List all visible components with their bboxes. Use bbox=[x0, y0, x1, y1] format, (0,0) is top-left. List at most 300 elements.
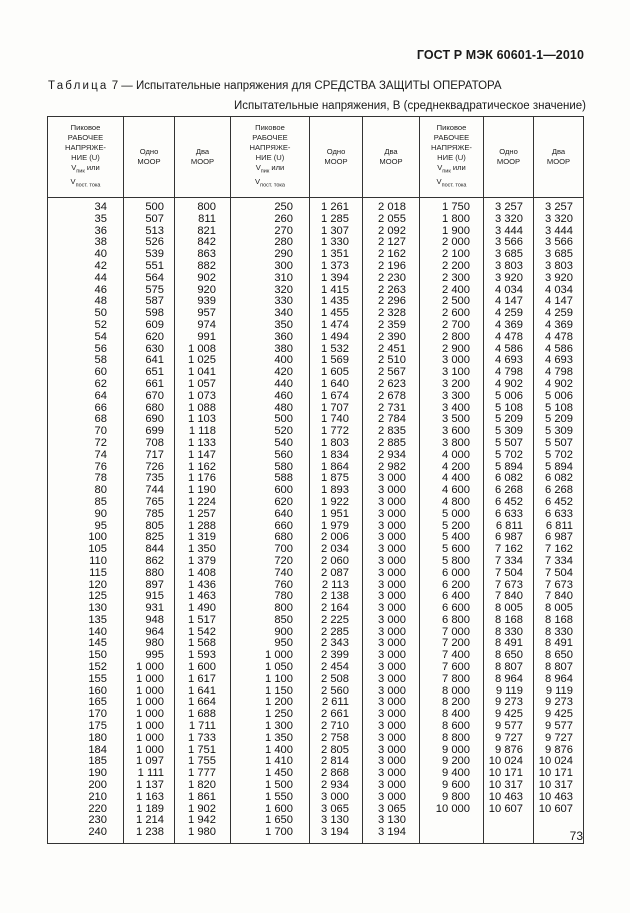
table-cell: 3 194 bbox=[363, 827, 420, 843]
table-cell: 3 566 bbox=[484, 237, 534, 249]
table-cell: 1 740 bbox=[310, 414, 363, 426]
table-cell: 200 bbox=[48, 780, 124, 792]
table-cell: 4 798 bbox=[534, 367, 584, 379]
table-cell: 2 060 bbox=[310, 556, 363, 568]
table-cell: 58 bbox=[48, 355, 124, 367]
table-cell: 3 685 bbox=[534, 249, 584, 261]
table-cell: 3 065 bbox=[310, 804, 363, 816]
table-cell: 3 000 bbox=[363, 627, 420, 639]
table-cell: 250 bbox=[231, 198, 310, 214]
table-cell: 3 000 bbox=[310, 792, 363, 804]
table-cell: 995 bbox=[124, 650, 175, 662]
table-cell: 95 bbox=[48, 521, 124, 533]
table-cell: 6 082 bbox=[484, 473, 534, 485]
table-cell: 3 000 bbox=[363, 485, 420, 497]
table-cell: 780 bbox=[231, 591, 310, 603]
table-cell: 680 bbox=[231, 532, 310, 544]
table-cell: 115 bbox=[48, 568, 124, 580]
table-cell: 1 800 bbox=[420, 214, 484, 226]
table-cell: 290 bbox=[231, 249, 310, 261]
table-cell: 4 259 bbox=[484, 308, 534, 320]
table-cell: 3 000 bbox=[363, 473, 420, 485]
table-cell: 7 600 bbox=[420, 662, 484, 674]
table-row bbox=[48, 320, 584, 332]
table-cell: 4 400 bbox=[420, 473, 484, 485]
table-cell: 9 273 bbox=[534, 697, 584, 709]
table-cell: 915 bbox=[124, 591, 175, 603]
table-cell: 1 000 bbox=[231, 650, 310, 662]
table-cell: 10 024 bbox=[484, 756, 534, 768]
table-cell: 8 964 bbox=[484, 674, 534, 686]
table-cell: 8 168 bbox=[534, 615, 584, 627]
table-cell: 9 425 bbox=[534, 709, 584, 721]
table-cell: 1 979 bbox=[310, 521, 363, 533]
table-cell: 76 bbox=[48, 462, 124, 474]
header-line: НИЕ (U) bbox=[71, 153, 100, 163]
table-cell: 1 000 bbox=[124, 709, 175, 721]
table-cell: 720 bbox=[231, 556, 310, 568]
table-cell: 300 bbox=[231, 261, 310, 273]
table-cell: 8 200 bbox=[420, 697, 484, 709]
table-cell: 1 137 bbox=[124, 780, 175, 792]
table-cell: 42 bbox=[48, 261, 124, 273]
table-cell: 3 000 bbox=[363, 686, 420, 698]
table-cell: 897 bbox=[124, 580, 175, 592]
table-cell: 10 607 bbox=[484, 804, 534, 816]
table-cell: 1 494 bbox=[310, 332, 363, 344]
table-cell: 1 000 bbox=[124, 686, 175, 698]
table-cell: 2 127 bbox=[363, 237, 420, 249]
table-cell: 500 bbox=[231, 414, 310, 426]
table-cell: 4 902 bbox=[484, 379, 534, 391]
table-cell: 480 bbox=[231, 403, 310, 415]
table-cell: 3 000 bbox=[363, 674, 420, 686]
table-row bbox=[48, 438, 584, 450]
header-line: MOOP bbox=[546, 157, 571, 166]
table-cell: 3 000 bbox=[363, 556, 420, 568]
table-cell: 3 400 bbox=[420, 403, 484, 415]
v-subscript: пик bbox=[260, 169, 270, 175]
table-cell: 575 bbox=[124, 285, 175, 297]
table-cell: 4 034 bbox=[534, 285, 584, 297]
table-cell: 9 876 bbox=[484, 745, 534, 757]
table-cell: 588 bbox=[231, 473, 310, 485]
table-cell: 5 600 bbox=[420, 544, 484, 556]
v-subscript: пост. тока bbox=[75, 182, 101, 189]
table-cell: 2 225 bbox=[310, 615, 363, 627]
table-cell: 1 257 bbox=[175, 509, 231, 521]
table-cell: 5 894 bbox=[484, 462, 534, 474]
col-header-two-moop bbox=[534, 117, 584, 198]
table-cell: 7 504 bbox=[484, 568, 534, 580]
table-cell: 7 673 bbox=[484, 580, 534, 592]
table-cell: 3 000 bbox=[363, 603, 420, 615]
table-cell: 1 200 bbox=[231, 697, 310, 709]
table-cell: 560 bbox=[231, 450, 310, 462]
table-cell: 2 164 bbox=[310, 603, 363, 615]
table-cell: 1 650 bbox=[231, 815, 310, 827]
table-cell: 10 024 bbox=[534, 756, 584, 768]
table-cell: 1 330 bbox=[310, 237, 363, 249]
header-line: НИЕ (U) bbox=[255, 153, 285, 163]
table-row bbox=[48, 792, 584, 804]
table-cell: 3 000 bbox=[363, 532, 420, 544]
table-cell: 52 bbox=[48, 320, 124, 332]
table-cell: 100 bbox=[48, 532, 124, 544]
table-row bbox=[48, 273, 584, 285]
table-cell: 360 bbox=[231, 332, 310, 344]
table-cell: 9 577 bbox=[534, 721, 584, 733]
table-cell: 651 bbox=[124, 367, 175, 379]
table-cell: 5 309 bbox=[534, 426, 584, 438]
table-cell: 670 bbox=[124, 391, 175, 403]
table-cell: 60 bbox=[48, 367, 124, 379]
table-cell: 1 285 bbox=[310, 214, 363, 226]
table-cell: 980 bbox=[124, 638, 175, 650]
table-cell: 420 bbox=[231, 367, 310, 379]
table-cell: 1 664 bbox=[175, 697, 231, 709]
table-cell: 717 bbox=[124, 450, 175, 462]
v-symbol: V bbox=[437, 163, 443, 173]
col-header-one-moop bbox=[484, 117, 534, 198]
table-cell: 6 200 bbox=[420, 580, 484, 592]
table-cell: 4 000 bbox=[420, 450, 484, 462]
table-cell: 2 560 bbox=[310, 686, 363, 698]
or-word: или bbox=[450, 163, 466, 173]
table-cell: 3 920 bbox=[484, 273, 534, 285]
table-cell: 7 162 bbox=[534, 544, 584, 556]
table-cell: 708 bbox=[124, 438, 175, 450]
table-cell: 902 bbox=[175, 273, 231, 285]
header-line: Одно bbox=[499, 147, 518, 156]
table-cell: 2 784 bbox=[363, 414, 420, 426]
table-cell: 1 176 bbox=[175, 473, 231, 485]
table-cell: 4 034 bbox=[484, 285, 534, 297]
table-cell: 3 444 bbox=[484, 226, 534, 238]
test-voltages-table bbox=[47, 116, 584, 844]
table-cell: 1 415 bbox=[310, 285, 363, 297]
table-cell: 105 bbox=[48, 544, 124, 556]
table-cell: 7 200 bbox=[420, 638, 484, 650]
table-cell: 950 bbox=[231, 638, 310, 650]
table-cell: 2 359 bbox=[363, 320, 420, 332]
table-cell: 957 bbox=[175, 308, 231, 320]
table-cell: 35 bbox=[48, 214, 124, 226]
table-cell: 580 bbox=[231, 462, 310, 474]
or-word: или bbox=[269, 163, 285, 173]
table-cell: 2 835 bbox=[363, 426, 420, 438]
table-cell: 6 633 bbox=[534, 509, 584, 521]
table-cell: 8 330 bbox=[484, 627, 534, 639]
table-cell: 1 008 bbox=[175, 344, 231, 356]
table-cell: 380 bbox=[231, 344, 310, 356]
header-line: MOOP bbox=[190, 157, 215, 166]
table-cell: 4 586 bbox=[484, 344, 534, 356]
v-symbol: V bbox=[70, 177, 76, 186]
table-cell: 3 000 bbox=[363, 509, 420, 521]
table-cell: 2 900 bbox=[420, 344, 484, 356]
table-cell: 1 617 bbox=[175, 674, 231, 686]
table-cell: 1 300 bbox=[231, 721, 310, 733]
table-cell: 1 600 bbox=[231, 804, 310, 816]
table-cell: 844 bbox=[124, 544, 175, 556]
table-cell: 539 bbox=[124, 249, 175, 261]
table-cell: 1 261 bbox=[310, 198, 363, 214]
table-cell: 175 bbox=[48, 721, 124, 733]
caption-text: 7 — Испытательные напряжения для СРЕДСТВА ЗАЩИТЫ ОПЕРАТОРА bbox=[108, 80, 502, 92]
table-cell: 160 bbox=[48, 686, 124, 698]
table-cell: 1 050 bbox=[231, 662, 310, 674]
table-cell: 85 bbox=[48, 497, 124, 509]
table-cell: 152 bbox=[48, 662, 124, 674]
table-cell: 8 168 bbox=[484, 615, 534, 627]
header-line: Два bbox=[195, 147, 210, 156]
table-cell: 2 399 bbox=[310, 650, 363, 662]
table-cell: 270 bbox=[231, 226, 310, 238]
table-cell: 8 000 bbox=[420, 686, 484, 698]
table-cell: 6 987 bbox=[534, 532, 584, 544]
table-cell: 4 200 bbox=[420, 462, 484, 474]
table-cell: 8 005 bbox=[484, 603, 534, 615]
col-header-peak-working-voltage bbox=[48, 117, 124, 198]
table-cell: 3 800 bbox=[420, 438, 484, 450]
table-cell: 7 673 bbox=[534, 580, 584, 592]
table-row bbox=[48, 733, 584, 745]
table-cell: 10 171 bbox=[484, 768, 534, 780]
table-cell: 1 517 bbox=[175, 615, 231, 627]
table-cell: 5 800 bbox=[420, 556, 484, 568]
table-cell: 4 369 bbox=[484, 320, 534, 332]
table-cell: 184 bbox=[48, 745, 124, 757]
table-cell: 2 400 bbox=[420, 285, 484, 297]
table-cell: 500 bbox=[124, 198, 175, 214]
table-cell: 1 688 bbox=[175, 709, 231, 721]
table-cell: 9 273 bbox=[484, 697, 534, 709]
table-cell: 70 bbox=[48, 426, 124, 438]
table-row bbox=[48, 556, 584, 568]
table-cell: 680 bbox=[124, 403, 175, 415]
header-line: РАБОЧЕЕ bbox=[67, 133, 104, 143]
table-cell: 1 605 bbox=[310, 367, 363, 379]
table-cell: 1 600 bbox=[175, 662, 231, 674]
header-line: MOOP bbox=[137, 157, 161, 166]
table-cell: 1 711 bbox=[175, 721, 231, 733]
header-line: Одно bbox=[139, 147, 159, 156]
table-cell: 2 390 bbox=[363, 332, 420, 344]
col-header-two-moop bbox=[363, 117, 420, 198]
table-cell: 1 436 bbox=[175, 580, 231, 592]
table-cell: 460 bbox=[231, 391, 310, 403]
table-cell: 3 257 bbox=[534, 198, 584, 214]
table-cell: 699 bbox=[124, 426, 175, 438]
table-cell: 564 bbox=[124, 273, 175, 285]
table-cell: 8 964 bbox=[534, 674, 584, 686]
table-cell: 1 379 bbox=[175, 556, 231, 568]
v-symbol: V bbox=[71, 163, 77, 173]
header-line: Два bbox=[551, 147, 566, 156]
table-cell: 170 bbox=[48, 709, 124, 721]
table-cell: 8 491 bbox=[534, 638, 584, 650]
table-cell: 811 bbox=[175, 214, 231, 226]
table-cell: 78 bbox=[48, 473, 124, 485]
table-cell: 10 463 bbox=[534, 792, 584, 804]
table-cell: 3 320 bbox=[484, 214, 534, 226]
table-cell: 1 250 bbox=[231, 709, 310, 721]
table-cell: 80 bbox=[48, 485, 124, 497]
table-cell: 6 400 bbox=[420, 591, 484, 603]
header-line: Два bbox=[384, 147, 398, 156]
col-header-two-moop bbox=[175, 117, 231, 198]
header-vpeak bbox=[231, 163, 309, 177]
table-cell: 3 200 bbox=[420, 379, 484, 391]
table-cell: 3 000 bbox=[363, 650, 420, 662]
table-cell: 5 400 bbox=[420, 532, 484, 544]
table-cell: 931 bbox=[124, 603, 175, 615]
page-number: 73 bbox=[569, 829, 583, 843]
table-cell: 3 803 bbox=[484, 261, 534, 273]
table-cell: 882 bbox=[175, 261, 231, 273]
table-cell: 6 268 bbox=[484, 485, 534, 497]
table-row bbox=[48, 261, 584, 273]
table-cell: 3 130 bbox=[310, 815, 363, 827]
table-cell: 90 bbox=[48, 509, 124, 521]
table-cell: 1 772 bbox=[310, 426, 363, 438]
table-cell: 8 491 bbox=[484, 638, 534, 650]
table-cell: 1 864 bbox=[310, 462, 363, 474]
table-cell bbox=[534, 815, 584, 827]
table-cell: 4 693 bbox=[484, 355, 534, 367]
table-cell: 260 bbox=[231, 214, 310, 226]
table-cell: 1 025 bbox=[175, 355, 231, 367]
table-cell: 1 707 bbox=[310, 403, 363, 415]
table-cell: 1 400 bbox=[231, 745, 310, 757]
table-cell: 2 018 bbox=[363, 198, 420, 214]
table-cell: 1 057 bbox=[175, 379, 231, 391]
table-cell: 2 451 bbox=[363, 344, 420, 356]
table-cell: 56 bbox=[48, 344, 124, 356]
table-cell: 10 607 bbox=[534, 804, 584, 816]
table-cell: 155 bbox=[48, 674, 124, 686]
table-cell: 1 118 bbox=[175, 426, 231, 438]
table-cell: 2 982 bbox=[363, 462, 420, 474]
table-cell: 1 490 bbox=[175, 603, 231, 615]
header-line: Пиковое bbox=[255, 123, 285, 133]
table-cell: 850 bbox=[231, 615, 310, 627]
table-cell: 4 586 bbox=[534, 344, 584, 356]
table-cell: 3 920 bbox=[534, 273, 584, 285]
table-cell: 2 006 bbox=[310, 532, 363, 544]
table-cell: 1 820 bbox=[175, 780, 231, 792]
table-cell: 1 803 bbox=[310, 438, 363, 450]
table-cell: 310 bbox=[231, 273, 310, 285]
table-cell: 9 119 bbox=[534, 686, 584, 698]
table-cell: 9 800 bbox=[420, 792, 484, 804]
table-cell: 10 463 bbox=[484, 792, 534, 804]
table-row bbox=[48, 568, 584, 580]
table-cell: 2 000 bbox=[420, 237, 484, 249]
table-cell: 1 133 bbox=[175, 438, 231, 450]
table-cell: 340 bbox=[231, 308, 310, 320]
table-cell: 240 bbox=[48, 827, 124, 843]
table-cell: 863 bbox=[175, 249, 231, 261]
table-cell: 2 510 bbox=[363, 355, 420, 367]
table-cell: 2 343 bbox=[310, 638, 363, 650]
table-cell: 991 bbox=[175, 332, 231, 344]
header-vpeak bbox=[48, 163, 123, 177]
table-cell: 2 661 bbox=[310, 709, 363, 721]
table-cell: 8 330 bbox=[534, 627, 584, 639]
table-cell: 1 474 bbox=[310, 320, 363, 332]
table-cell: 1 922 bbox=[310, 497, 363, 509]
table-cell: 1 394 bbox=[310, 273, 363, 285]
table-cell: 2 138 bbox=[310, 591, 363, 603]
table-cell: 640 bbox=[231, 509, 310, 521]
table-cell: 66 bbox=[48, 403, 124, 415]
table-cell: 1 640 bbox=[310, 379, 363, 391]
header-line: Пиковое bbox=[436, 123, 467, 133]
table-cell: 507 bbox=[124, 214, 175, 226]
table-cell: 630 bbox=[124, 344, 175, 356]
table-cell: 72 bbox=[48, 438, 124, 450]
table-cell: 4 478 bbox=[534, 332, 584, 344]
table-cell: 4 147 bbox=[534, 296, 584, 308]
table-cell: 800 bbox=[175, 198, 231, 214]
table-cell: 1 147 bbox=[175, 450, 231, 462]
table-cell: 1 319 bbox=[175, 532, 231, 544]
header-line: НАПРЯЖЕ- bbox=[431, 143, 472, 153]
table-row bbox=[48, 214, 584, 226]
table-row bbox=[48, 198, 584, 214]
table-cell: 8 650 bbox=[534, 650, 584, 662]
table-cell: 6 800 bbox=[420, 615, 484, 627]
table-cell: 3 444 bbox=[534, 226, 584, 238]
table-cell: 6 811 bbox=[484, 521, 534, 533]
table-row bbox=[48, 827, 584, 843]
table-cell: 3 000 bbox=[363, 792, 420, 804]
table-cell: 2 800 bbox=[420, 332, 484, 344]
table-cell: 9 200 bbox=[420, 756, 484, 768]
table-cell: 330 bbox=[231, 296, 310, 308]
table-cell bbox=[484, 827, 534, 843]
table-cell: 821 bbox=[175, 226, 231, 238]
table-cell: 1 700 bbox=[231, 827, 310, 843]
table-cell: 948 bbox=[124, 615, 175, 627]
table-cell: 2 092 bbox=[363, 226, 420, 238]
table-row bbox=[48, 674, 584, 686]
table-cell: 3 566 bbox=[534, 237, 584, 249]
table-cell: 1 214 bbox=[124, 815, 175, 827]
table-cell: 2 454 bbox=[310, 662, 363, 674]
table-cell: 3 000 bbox=[363, 709, 420, 721]
table-cell: 1 041 bbox=[175, 367, 231, 379]
table-cell: 920 bbox=[175, 285, 231, 297]
table-cell: 900 bbox=[231, 627, 310, 639]
header-line: РАБОЧЕЕ bbox=[433, 133, 470, 143]
table-cell: 1 103 bbox=[175, 414, 231, 426]
table-cell: 4 800 bbox=[420, 497, 484, 509]
table-cell: 1 755 bbox=[175, 756, 231, 768]
table-cell: 3 000 bbox=[363, 638, 420, 650]
table-cell: 3 000 bbox=[363, 780, 420, 792]
table-cell: 1 500 bbox=[231, 780, 310, 792]
table-cell: 620 bbox=[124, 332, 175, 344]
v-subscript: пост. тока bbox=[260, 182, 285, 189]
table-cell: 6 082 bbox=[534, 473, 584, 485]
table-cell: 440 bbox=[231, 379, 310, 391]
header-line: MOOP bbox=[496, 157, 521, 166]
table-subcaption: Испытательные напряжения, В (среднеквадратическое значение) bbox=[233, 100, 586, 112]
table-cell: 46 bbox=[48, 285, 124, 297]
